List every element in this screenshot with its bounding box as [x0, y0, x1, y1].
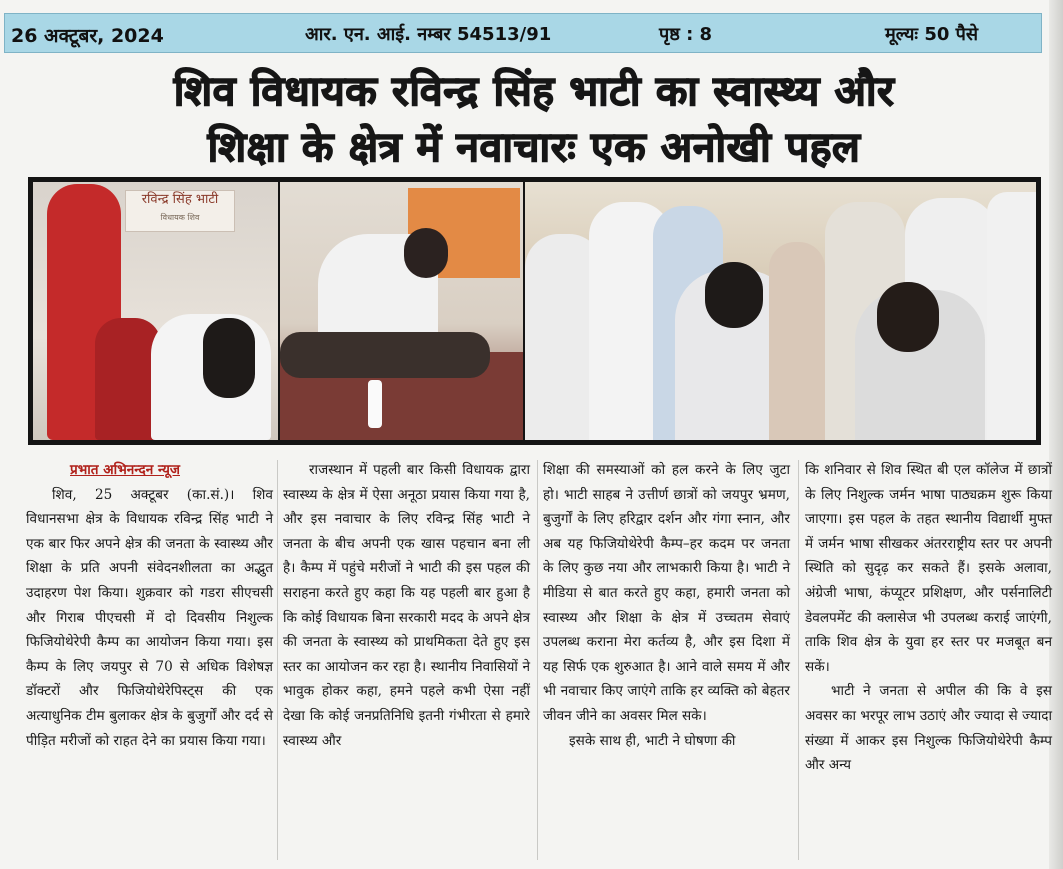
article-column-4: [805, 458, 1052, 778]
mla-banner: [125, 190, 235, 232]
article-paragraph: शिव, 25 अक्टूबर (का.सं.)। शिव विधानसभा क्षेत्र के विधायक रविन्द्र सिंह भाटी ने एक बार फिर अपने क्षेत्र की जनता के स्वास्थ्य और शिक्षा के प्रति अपनी संवेदनशीलता का अद्भुत उदाहरण पेश किया। शुक्रवार को गडरा सीएचसी और गिराब पीएचसी में दो दिवसीय निशुल्क फिजियोथेरेपी कैम्प का आयोजन किया गया। इस कैम्प के लिए जयपुर से 70 से अधिक विशेषज्ञ डॉक्टरों और फिजियोथेरेपिस्ट्स की एक अत्याधुनिक टीम बुलाकर क्षेत्र के बुजुर्गों और दर्द से पीड़ित मरीजों को राहत देने का प्रयास किया गया।: [26, 486, 273, 749]
photo-therapist-treating-leg: [280, 182, 523, 440]
column-rule-2: [537, 460, 538, 860]
oil-bottle: [368, 380, 382, 428]
person-back-head: [705, 262, 763, 328]
price: मूल्यः 50 पैसे: [885, 24, 979, 45]
banner-title: रविन्द्र सिंह भाटी: [141, 192, 219, 207]
article-paragraph: इसके साथ ही, भाटी ने घोषणा की: [569, 732, 736, 749]
issue-date: 26 अक्टूबर, 2024: [11, 25, 164, 47]
patient-leg: [280, 332, 490, 378]
masthead-strip: [4, 13, 1042, 53]
photo-crowd-with-mla: [525, 182, 1036, 440]
article-paragraph: राजस्थान में पहली बार किसी विधायक द्वारा स्वास्थ्य के क्षेत्र में ऐसा अनूठा प्रयास किया गया है, और इस नवाचार के लिए रविन्द्र सिंह भाटी ने जनता के बीच अपनी एक खास पहचान बना ली है। कैम्प में पहुंचे मरीजों ने भाटी की इस पहल की सराहना करते हुए कहा कि यह पहली बार हुआ है कि कोई विधायक बिना सरकारी मदद के अपने क्षेत्र की जनता के स्वास्थ्य को प्राथमिकता देते हुए इस स्तर का आयोजन कर रहा है। स्थानीय निवासियों ने भावुक होकर कहा, हमने पहले कभी ऐसा नहीं देखा कि कोई जनप्रतिनिधि इतनी गंभीरता से हमारे स्वास्थ्य और: [283, 462, 530, 749]
banner-subtitle: विधायक शिव: [160, 213, 200, 222]
person-far-right: [987, 192, 1036, 440]
article-column-2: [283, 458, 530, 753]
headline-line-2: शिक्षा के क्षेत्र में नवाचारः एक अनोखी पहल: [207, 123, 861, 171]
article-paragraph: शिक्षा की समस्याओं को हल करने के लिए जुटा हो। भाटी साहब ने उत्तीर्ण छात्रों को जयपुर भ्रमण, बुजुर्गों के लिए हरिद्वार दर्शन और गंगा स्नान, और अब यह फिजियोथेरेपी कैम्प–हर कदम पर जनता के लिए कुछ नया और लाभकारी किया है। भाटी ने मीडिया से बात करते हुए कहा, हमारी जनता को स्वास्थ्य और शिक्षा के क्षेत्र में उच्चतम सेवाएं उपलब्ध कराना मेरा कर्तव्य है, और इस दिशा में यह सिर्फ एक शुरुआत है। आने वाले समय में और भी नवाचार किए जाएंगे ताकि हर व्यक्ति को बेहतर जीवन जीने का अवसर मिल सके।: [543, 462, 790, 724]
article-paragraph: कि शनिवार से शिव स्थित बी एल कॉलेज में छात्रों के लिए निशुल्क जर्मन भाषा पाठ्यक्रम शुरू किया जाएगा। इस पहल के तहत स्थानीय विद्यार्थी मुफ्त में जर्मन भाषा सीखकर अंतरराष्ट्रीय स्तर पर अपनी स्थिति को सुदृढ़ कर सकते हैं। इसके अलावा, अंग्रेजी भाषा, कंप्यूटर प्रशिक्षण, और पर्सनालिटी डेवलपमेंट की क्लासेज भी उपलब्ध कराई जाएंगी, ताकि शिव क्षेत्र के युवा हर स्तर पर मजबूत बन सकें।: [805, 462, 1052, 675]
article-column-3: [543, 458, 790, 753]
person-right-foreground-head: [877, 282, 939, 352]
therapist-head: [404, 228, 448, 278]
column-rule-3: [798, 460, 799, 860]
headline-line-1: शिव विधायक रविन्द्र सिंह भाटी का स्वास्थ्य और: [173, 67, 895, 115]
photo-strip: [28, 177, 1041, 445]
byline: प्रभात अभिनन्दन न्यूज: [70, 462, 180, 478]
photo-physiotherapy-woman: [33, 182, 278, 440]
article-column-1: [26, 458, 273, 753]
article-paragraph: भाटी ने जनता से अपील की कि वे इस अवसर का भरपूर लाभ उठाएं और ज्यादा से ज्यादा संख्या में आकर इस निशुल्क फिजियोथेरेपी कैम्प और अन्य: [805, 683, 1052, 774]
doctor-hair: [203, 318, 255, 398]
registration-number: आर. एन. आई. नम्बर 54513/91: [305, 24, 552, 45]
column-rule-1: [277, 460, 278, 860]
page-number: पृष्ठ : 8: [659, 24, 713, 45]
person-girl: [769, 242, 825, 440]
